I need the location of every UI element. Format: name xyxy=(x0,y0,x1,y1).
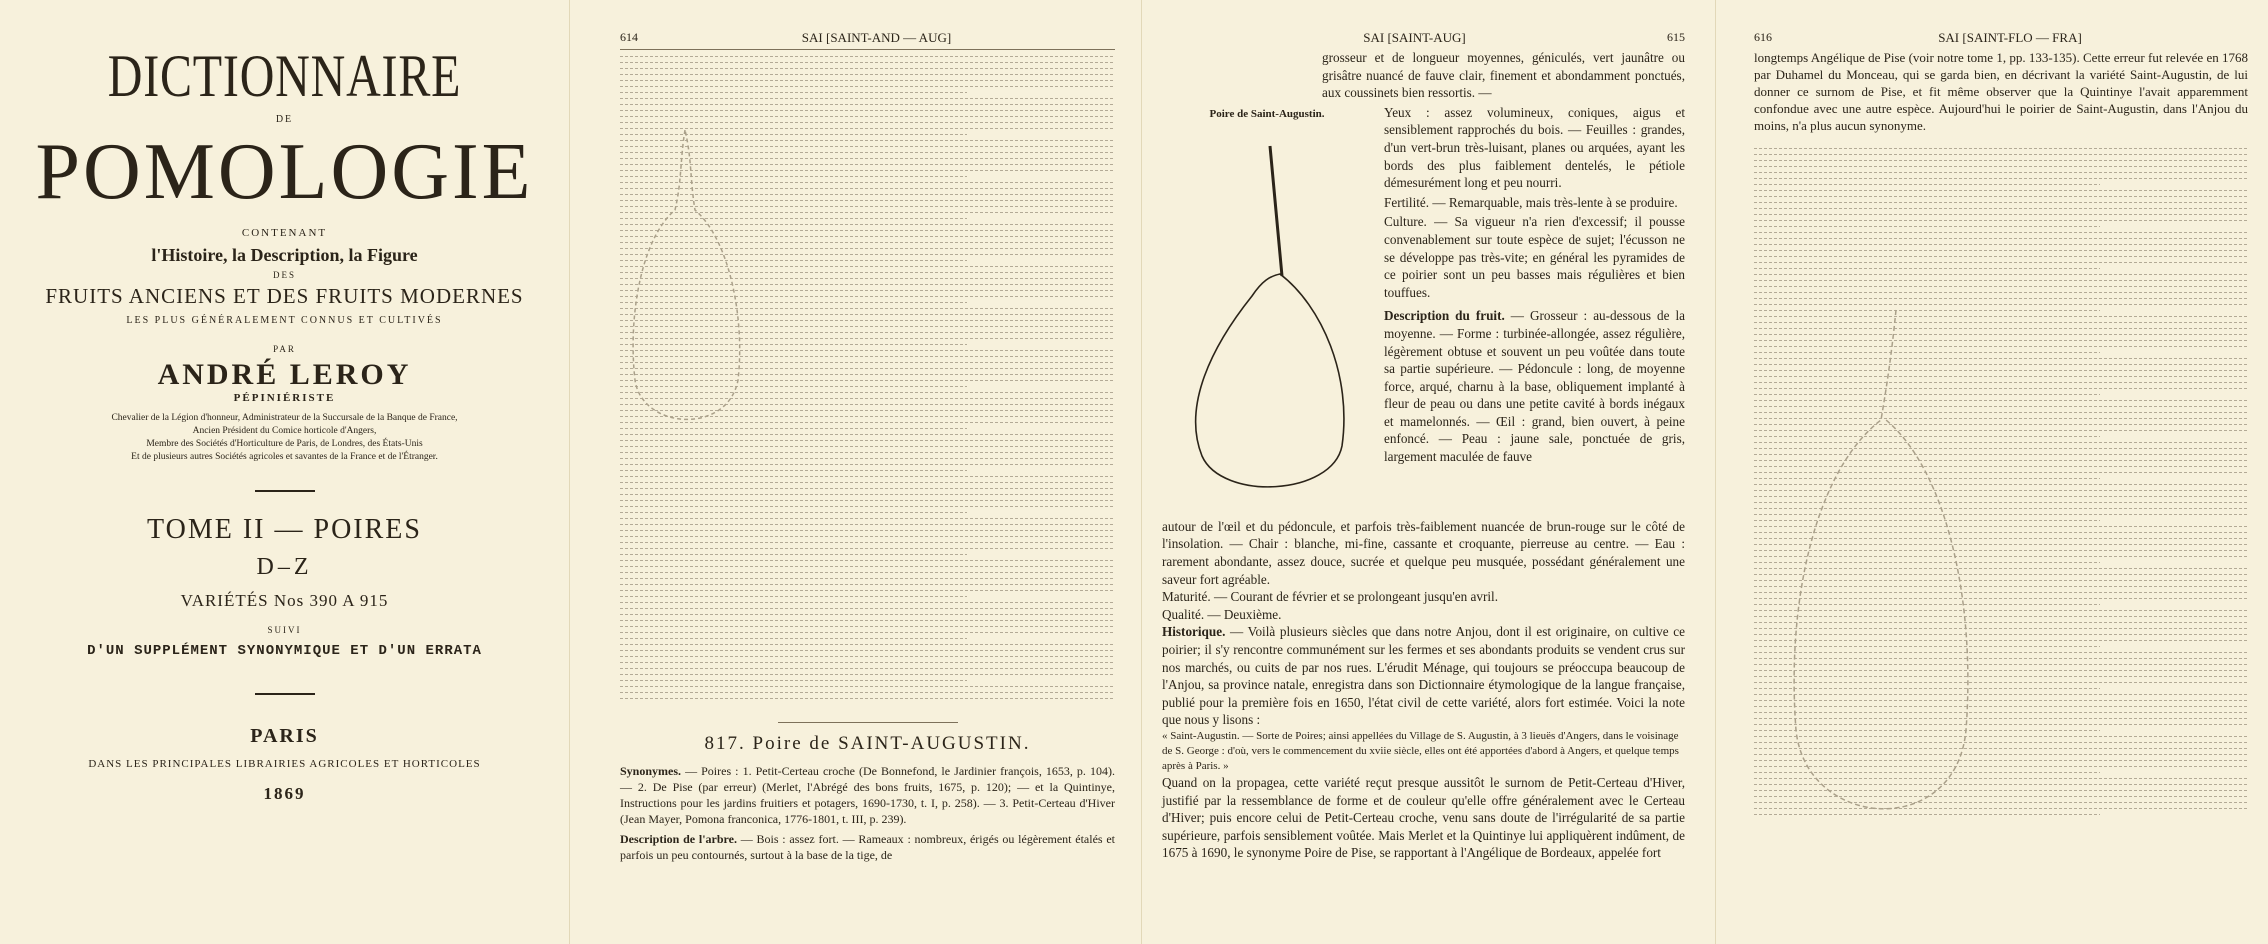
bleed-line xyxy=(620,464,1115,465)
tome-title: TOME II — POIRES xyxy=(147,514,422,545)
bleed-line xyxy=(620,62,1115,63)
historique-label: Historique. xyxy=(1162,624,1226,640)
bleed-line xyxy=(1754,202,2248,203)
running-head: SAI [SAINT-FLO — FRA] xyxy=(1938,30,2082,45)
bleed-line xyxy=(1754,208,2248,209)
bleed-line xyxy=(620,650,1115,651)
bleed-line xyxy=(1754,184,2100,185)
bleed-line xyxy=(1754,238,2248,239)
bleed-line xyxy=(620,482,1115,483)
title-de: DE xyxy=(275,114,294,125)
title-par: PAR xyxy=(273,344,296,354)
bleed-line xyxy=(620,104,1115,105)
title-des: DES xyxy=(272,270,296,280)
author-name: ANDRÉ LEROY xyxy=(157,358,412,391)
bleed-line xyxy=(1754,154,2248,155)
page-number: 615 xyxy=(1667,30,1685,44)
menage-quote: « Saint-Augustin. — Sorte de Poires; ainsi appellées du Village de S. Augustin, à 3 lieuës d'Angers, dans le voisinage de S. George : d'où, vers le commencement du xviie siècle, elles ont été apportées d'abord à Angers, et quelque temps après à Paris. » xyxy=(1162,729,1679,772)
fruit-text: — Grosseur : au-dessous de la moyenne. — Forme : turbinée-allongée, assez régulière, légèrement obtuse et souvent un peu voûtée dans toute sa partie supérieure. — Pédoncule : long, de moyenne force, arqué, charnu à la base, obliquement implanté à fleur de peau ou dans une petite cavité à bords inégaux et mamelonnés. — Œil : grand, bien ouvert, à peine enfoncé. — Peau : jaune sale, ponctuée de gris, largement maculée de fauve xyxy=(1384,308,1686,465)
ghost-pear-outline xyxy=(1776,300,1976,860)
bleed-line xyxy=(620,548,1115,549)
bleed-line xyxy=(620,542,1115,543)
title-connus: LES PLUS GÉNÉRALEMENT CONNUS ET CULTIVÉS xyxy=(126,315,443,326)
page-614 xyxy=(570,0,1142,944)
yeux-paragraph: Yeux : assez volumineux, coniques, aigus et sensiblement rapprochés du bois. — Feuilles : grandes, d'un vert-brun très-luisant, planes ou arquées, ayant les bords des plus faiblement dentelés, le pétiole démesurément long et peu nourri. xyxy=(1384,104,1685,191)
ghost-pear-outline xyxy=(620,120,750,450)
bleed-line xyxy=(1754,196,2248,197)
bleed-line xyxy=(620,512,967,513)
bleed-line xyxy=(620,110,1115,111)
bleed-line xyxy=(1754,274,2248,275)
bleed-line xyxy=(620,500,1115,501)
bleed-line xyxy=(620,692,1115,693)
pear-drawing xyxy=(1162,126,1372,506)
credential-line: Et de plusieurs autres Sociétés agricoles et savantes de la France et de l'Étranger. xyxy=(131,452,438,462)
bleed-line xyxy=(1754,172,2248,173)
publisher-line: DANS LES PRINCIPALES LIBRAIRIES AGRICOLES ET HORTICOLES xyxy=(88,758,481,770)
historique-text: — Voilà plusieurs siècles que dans notre Anjou, dont il est originaire, on cultive ce poirier; il s'y rencontre communément sur les fermes et ses abondants produits se vendent crus sur nos marchés, ou cuits de par nos rues. L'érudit Ménage, qui toujours se préoccupa beaucoup de l'Anjou, sa province natale, enregistra dans son Dictionnaire étymologique de la langue française, publié pour la première fois en 1650, l'état civil de cette variété, alors fort estimée. Voici la note que nous y lisons : xyxy=(1162,624,1685,728)
bleed-line xyxy=(620,68,1115,69)
bleed-line xyxy=(620,686,1115,687)
bleed-line xyxy=(1754,286,2248,287)
title-histoire: l'Histoire, la Description, la Figure xyxy=(151,245,418,265)
bleed-line xyxy=(620,656,1115,657)
bleed-line xyxy=(620,644,1115,645)
bleed-line xyxy=(620,572,1115,573)
article-title: 817. Poire de SAINT-AUGUSTIN. xyxy=(704,733,1031,754)
bleed-line xyxy=(620,536,1115,537)
running-head: SAI [SAINT-AUG] xyxy=(1363,30,1466,45)
page-header xyxy=(1162,30,1685,49)
fruit-label: Description du fruit. xyxy=(1384,308,1505,324)
final-paragraph: Quand on la propagea, cette variété reçut presque aussitôt le surnom de Petit-Certeau d'Hiver, justifié par la ressemblance de forme et de couleur qu'elle offre généralement avec le Certeau d'Hiver; puis encore celui de Petit-Certeau croche, venu sans doute de l'irrégularité de sa partie supérieure, parfois sensiblement voûtée. Mais Merlet et la Quintinye lui appliquèrent indûment, de 1675 à 1690, le synonyme Poire de Pise, se rapportant à l'Angélique de Bordeaux, appelée fort xyxy=(1162,774,1685,861)
title-suivi: SUIVI xyxy=(267,625,302,635)
bleed-line xyxy=(1754,280,2248,281)
bleed-line xyxy=(620,74,1115,75)
bleed-line xyxy=(620,698,1115,699)
bleed-line xyxy=(620,56,1115,57)
bleed-line xyxy=(620,476,1115,477)
title-fruits: FRUITS ANCIENS ET DES FRUITS MODERNES xyxy=(45,284,524,308)
bleed-line xyxy=(1754,292,2248,293)
page-616 xyxy=(1716,0,2268,944)
pear-figure xyxy=(1162,104,1372,514)
bleed-line xyxy=(1754,268,2100,269)
bleed-line xyxy=(620,632,1115,633)
bleed-line xyxy=(620,554,967,555)
article-617 xyxy=(620,722,1115,863)
bleed-line xyxy=(1754,262,2248,263)
qualite-line: Qualité. — Deuxième. xyxy=(1162,606,1282,622)
bleed-line xyxy=(1754,244,2248,245)
bleed-line xyxy=(620,638,967,639)
continued-text: longtemps Angélique de Pise (voir notre tome 1, pp. 133-135). Cette erreur fut relevée en 1768 par Duhamel du Monceau, qui se garda bien, en décrivant la variété Saint-Augustin, de lui donner ce surnom de Pise, et fit même observer que la Quintinye l'avait apparemment confondue avec une autre espèce. Aujourd'hui le poirier de Saint-Augustin, dans l'Anjou du moins, n'a plus aucun synonyme. xyxy=(1754,50,2248,133)
arbre-label: Description de l'arbre. xyxy=(620,832,737,846)
divider xyxy=(255,490,315,492)
bleed-line xyxy=(620,614,1115,615)
synonymes-label: Synonymes. xyxy=(620,764,682,778)
bleed-line xyxy=(620,116,1115,117)
synonymes-paragraph xyxy=(620,763,1115,827)
bleed-line xyxy=(620,674,1115,675)
bleed-line xyxy=(620,494,1115,495)
bleed-line xyxy=(1754,166,2248,167)
bleed-line xyxy=(620,488,1115,489)
divider xyxy=(255,693,315,695)
bleed-line xyxy=(620,566,1115,567)
bleed-line xyxy=(620,680,967,681)
bleed-line xyxy=(620,92,967,93)
arbre-text: — Bois : assez fort. — Rameaux : nombreux, érigés ou légèrement étalés et parfois un peu contournés, surtout à la base de la tige, de xyxy=(620,832,1115,862)
author-credentials xyxy=(30,412,539,464)
page-header xyxy=(620,30,1115,50)
publisher-city: PARIS xyxy=(250,725,319,747)
bleed-line xyxy=(1754,148,2248,149)
title-dictionnaire: DICTIONNAIRE xyxy=(107,43,462,109)
bleed-line xyxy=(1754,220,2248,221)
credential-line: Membre des Sociétés d'Horticulture de Paris, de Londres, des États-Unis xyxy=(146,439,423,449)
bleed-line xyxy=(620,590,1115,591)
bleed-line xyxy=(620,584,1115,585)
credential-line: Chevalier de la Légion d'honneur, Administrateur de la Succursale de la Banque de France, xyxy=(111,413,458,423)
bleed-line xyxy=(620,98,1115,99)
bleed-line xyxy=(620,560,1115,561)
bleed-line xyxy=(1754,250,2248,251)
arbre-paragraph xyxy=(620,831,1115,863)
bleed-line xyxy=(620,524,1115,525)
tome-varieties: VARIÉTÉS Nos 390 A 915 xyxy=(180,591,389,610)
author-role: PÉPINIÉRISTE xyxy=(233,392,336,404)
bleed-line xyxy=(1754,256,2248,257)
title-page xyxy=(0,0,570,944)
publication-year: 1869 xyxy=(263,784,306,803)
culture-paragraph: Culture. — Sa vigueur n'a rien d'excessif; il pousse convenablement sur toute espèce de sujet; l'écusson ne se développe pas très-vite; en général les pyramides de ce poirier sont un peu basses mais régulières et bien touffues. xyxy=(1384,214,1685,300)
bleed-line xyxy=(1754,178,2248,179)
page-number: 616 xyxy=(1754,30,1772,44)
title-pomologie: POMOLOGIE xyxy=(35,128,534,216)
bleed-line xyxy=(1754,298,2248,299)
bleed-line xyxy=(1754,232,2248,233)
fertilite-paragraph: Fertilité. — Remarquable, mais très-lente à se produire. xyxy=(1384,194,1678,210)
page-615 xyxy=(1142,0,1716,944)
figure-caption: Poire de Saint-Augustin. xyxy=(1209,107,1325,120)
page-number: 614 xyxy=(620,30,638,44)
bleed-line xyxy=(620,458,1115,459)
maturite-line: Maturité. — Courant de février et se prolongeant jusqu'en avril. xyxy=(1162,589,1498,605)
bleed-line xyxy=(1754,214,2248,215)
title-contenant: CONTENANT xyxy=(241,227,328,239)
bleed-line xyxy=(620,596,967,597)
bleed-line xyxy=(1754,190,2248,191)
bleed-line xyxy=(620,578,1115,579)
bleed-line xyxy=(620,452,1115,453)
running-head: SAI [SAINT-AND — AUG] xyxy=(801,30,952,45)
bleed-line xyxy=(620,470,967,471)
page-header xyxy=(1754,30,2248,49)
bleed-line xyxy=(620,626,1115,627)
bleed-line xyxy=(620,602,1115,603)
tome-range: D–Z xyxy=(256,554,313,580)
bleed-line xyxy=(620,86,1115,87)
bleed-line xyxy=(620,620,1115,621)
synonymes-text: — Poires : 1. Petit-Certeau croche (De Bonnefond, le Jardinier françois, 1653, p. 104). — 2. De Pise (par erreur) (Merlet, l'Abrégé des bons fruits, 1675, p. 120); — et la Quintinye, Instructions pour les jardins fruitiers et potagers, 1690-1730, t. I, p. 258). — 3. Petit-Certeau d'Hiver (Jean Mayer, Pomona franconica, 1776-1801, t. III, p. 239). xyxy=(620,764,1115,826)
bleed-line xyxy=(620,506,1115,507)
bleed-line xyxy=(620,608,1115,609)
fruit-continued: autour de l'œil et du pédoncule, et parfois très-faiblement nuancée de brun-rouge sur le côté de l'insolation. — Chair : blanche, mi-fine, cassante et croquante, pierreuse au centre. — Eau : rarement abondante, assez douce, sucrée et quelque peu musquée, possédant généralement une saveur fort agréable. xyxy=(1162,518,1685,587)
bleed-line xyxy=(620,518,1115,519)
bleed-line xyxy=(620,662,1115,663)
bleed-line xyxy=(1754,226,2100,227)
bleed-line xyxy=(620,668,1115,669)
historique-paragraph xyxy=(1162,623,1685,729)
credential-line: Ancien Président du Comice horticole d'Angers, xyxy=(192,426,377,436)
bleed-line xyxy=(1754,160,2248,161)
title-supplement: D'UN SUPPLÉMENT SYNONYMIQUE ET D'UN ERRATA xyxy=(87,643,482,659)
continued-text: grosseur et de longueur moyennes, géniculés, vert jaunâtre ou grisâtre nuancé de fauve clair, finement et abondamment ponctués, aux coussinets bien ressortis. — xyxy=(1322,50,1685,101)
bleed-line xyxy=(620,80,1115,81)
bleed-line xyxy=(620,530,1115,531)
